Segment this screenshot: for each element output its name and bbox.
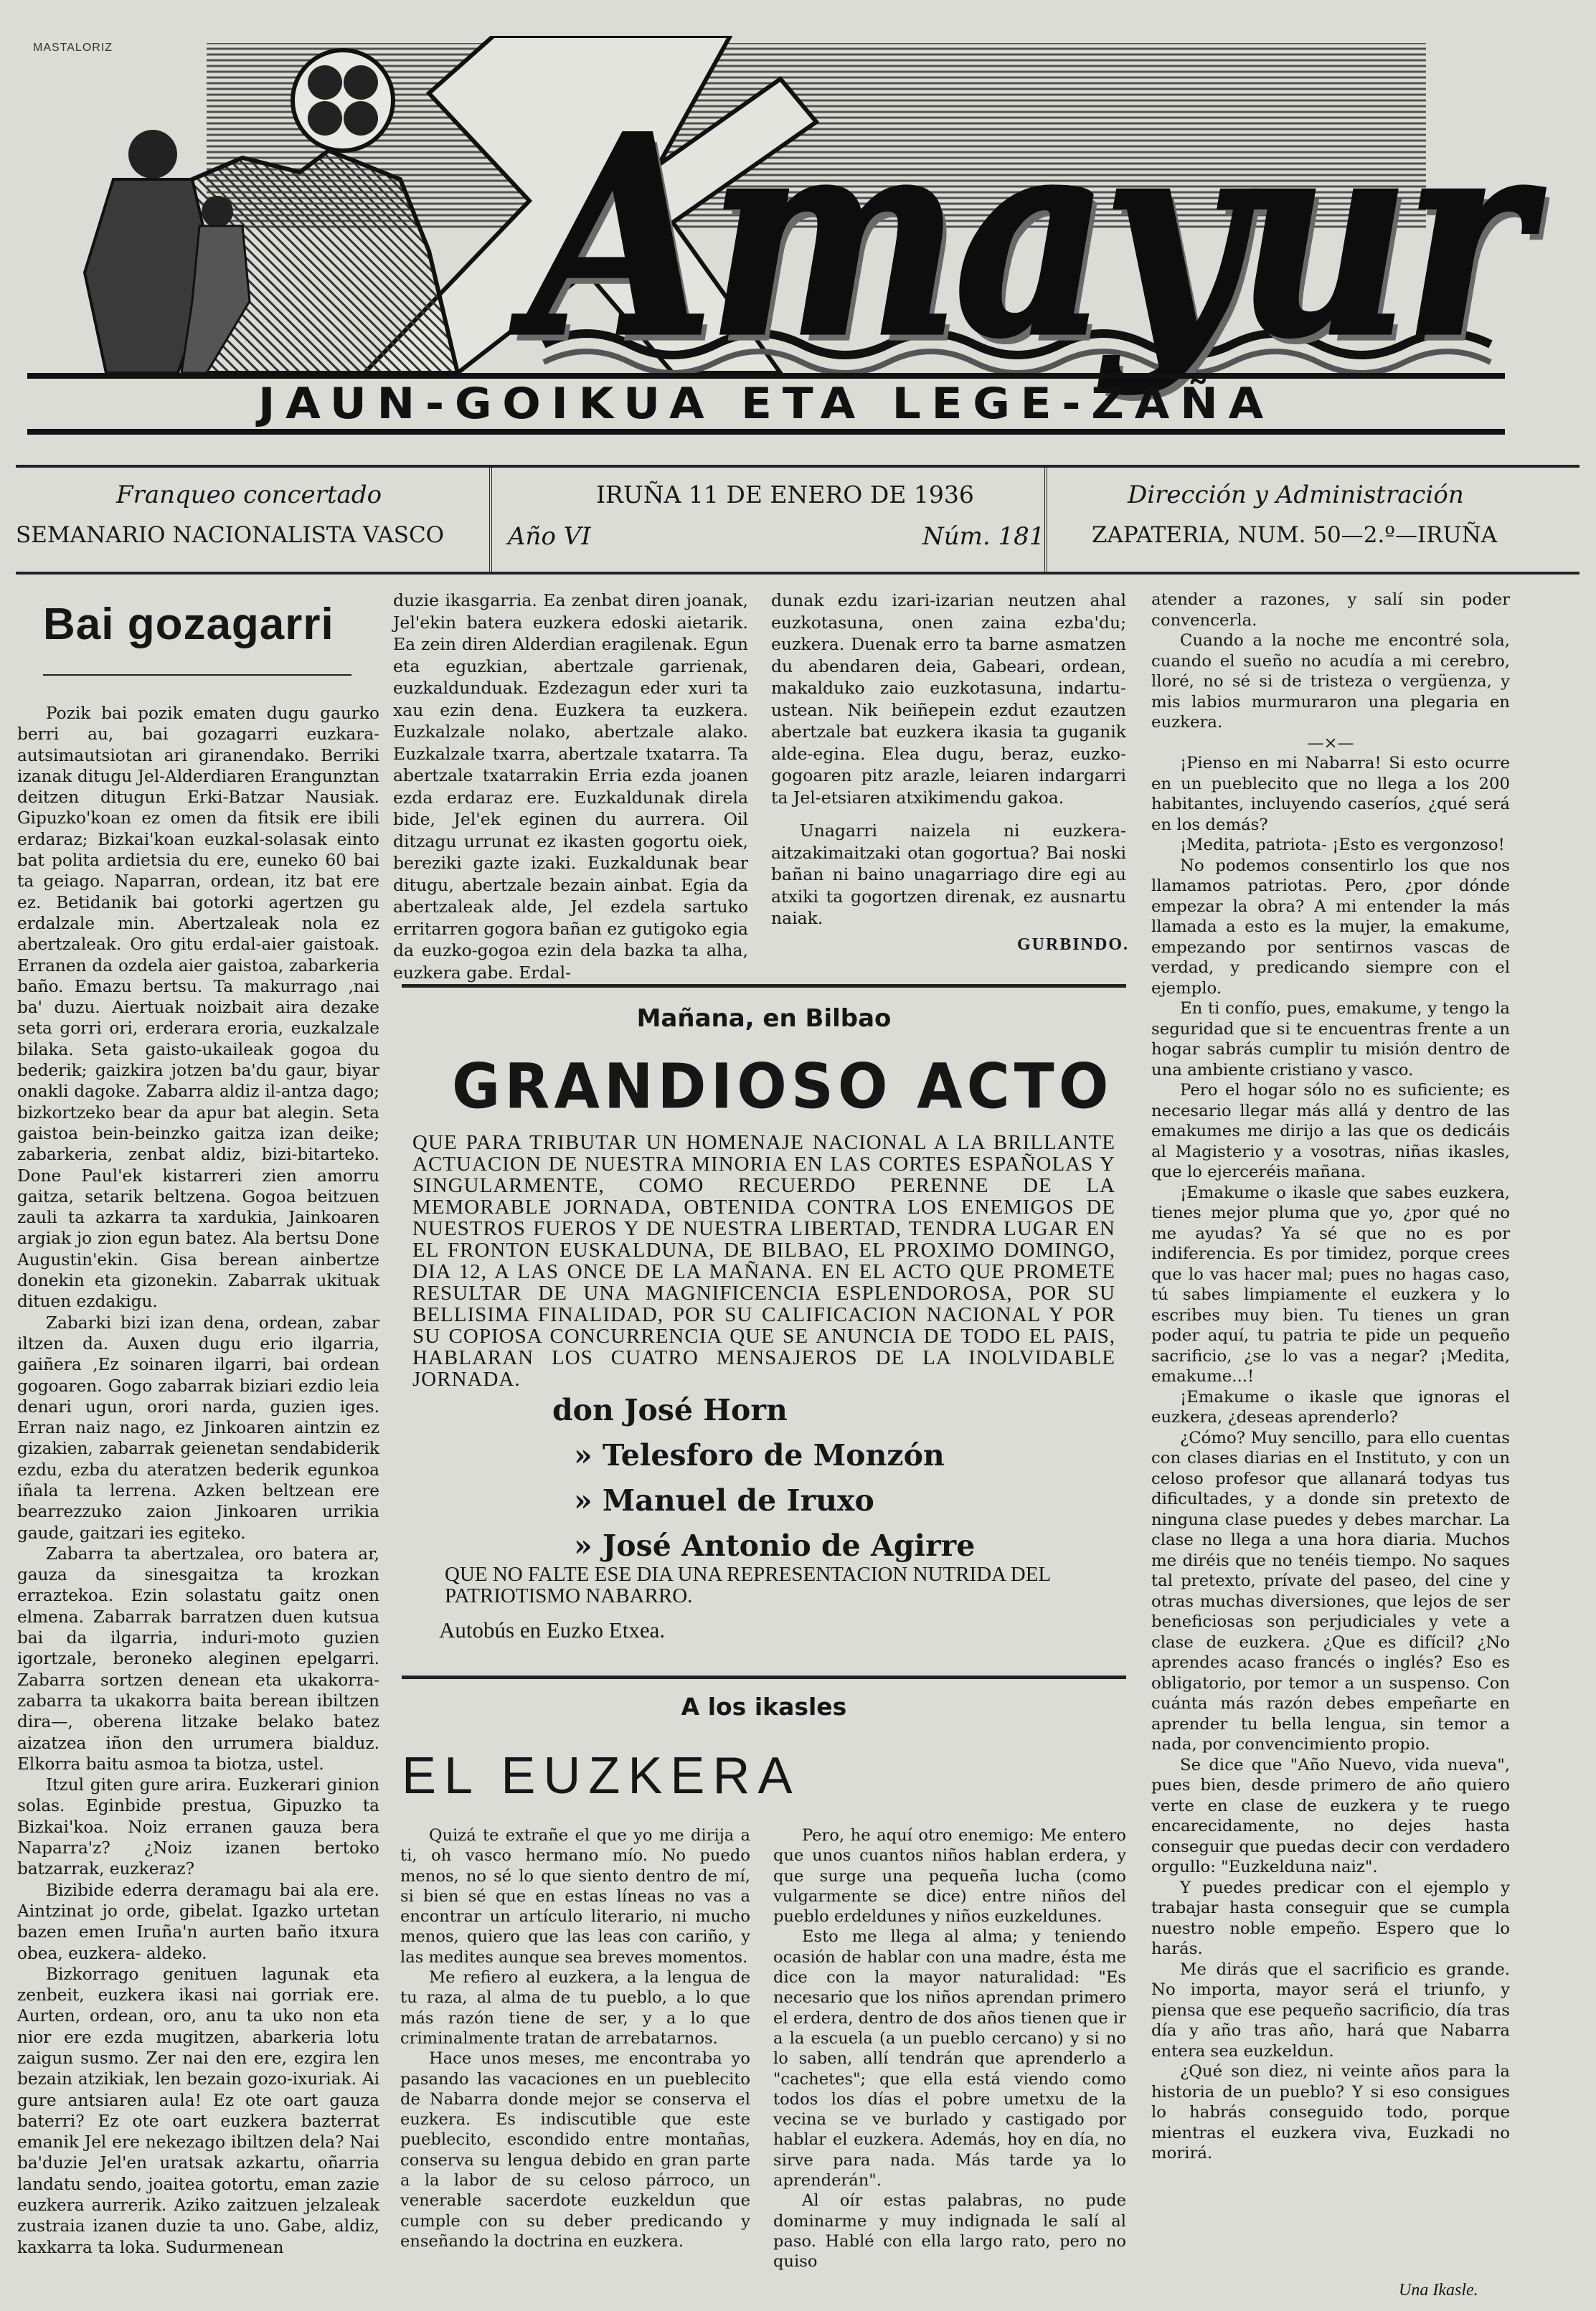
bai-paragraph: Zabarra ta abertzalea, oro batera ar, gauza da sinesgaitza ta krozkan erraztekoa. Ezin solastatu gaitz onen elmena. Zabarrak barratzen duen kutsua bai da ilgarria, induri-moto guzien igortzale, beroneko aleginen epelgarri. Zabarra sortzen denean eta ukakorra-zabarra ta ukakorra baita berean ibiltzen dira—, oberena litzake belako batez aizatzea iñon den urrumera bialduz. Elkorra baitu asmoa ta biotza, ustel. <box>17 1544 379 1774</box>
euzkera-paragraph: Quizá te extrañe el que yo me dirija a ti, oh vasco hermano mío. No puedo menos, no sé lo que siento dentro de mí, si bien sé que en estas líneas no vas a encontrar un artículo literario, ni mucho menos, quiero que las leas con cariño, y las medites aunque sea breves momentos. <box>400 1826 750 1967</box>
bai-headline: Bai gozagarri <box>43 600 334 649</box>
newspaper-title: Amayur <box>529 76 1526 397</box>
info-bar <box>16 465 1580 575</box>
euzkera-paragraph: Me dirás que el sacrificio es grande. No importa, mayor será el triunfo, y piensa que ese pequeño sacrificio, día tras día y año tras año, hará que Nabarra entera sea euzkeldun. <box>1151 1960 1510 2061</box>
issue-number: Núm. 181 <box>922 522 1045 551</box>
acto-body: QUE PARA TRIBUTAR UN HOMENAJE NACIONAL A LA BRILLANTE ACTUACION DE NUESTRA MINORIA EN LAS CORTES ESPAÑOLAS Y SINGULARMENTE, COMO RECUERDO PERENNE DE LA MEMORABLE JORNADA, OBTENIDA CONTRA LOS ENEMIGOS DE NUESTROS FUEROS Y DE NUESTRA LIBERTAD, TENDRA LUGAR EN EL FRONTON EUSKALDUNA, DE BILBAO, EL PROXIMO DOMINGO, DIA 12, A LAS ONCE DE LA MAÑANA. EN EL ACTO QUE PROMETE RESULTAR DE UNA MAGNIFICENCIA ESPLENDOROSA, POR SU BELLISIMA FINALIDAD, POR SU CALIFICACION NACIONAL Y POR SU COPIOSA CONCURRENCIA QUE SE ANUNCIA DE TODO EL PAIS, HABLARAN LOS CUATRO MENSAJEROS DE LA INOLVIDABLE JORNADA. <box>412 1131 1115 1391</box>
euzkera-paragraph: No podemos consentirlo los que nos llamamos patriotas. Pero, ¿por dónde empezar la obra? A mi entender la más llamada a esto es la mujer, la emakume, empezando por sentirnos vascas de verdad, y predicando siempre con el ejemplo. <box>1151 856 1510 998</box>
bai-paragraph: Bizibide ederra deramagu bai ala ere. Aintzinat jo orde, gibelat. Igazko urtetan bazen emen Iruña'n aurten baño itxura obea, euzkera- aldeko. <box>17 1880 379 1963</box>
masthead <box>27 36 1526 438</box>
euzkera-top-rule <box>402 1676 1126 1679</box>
bai-column-1 <box>17 703 379 2258</box>
euzkera-column-2 <box>773 1825 1126 2272</box>
address-label: ZAPATERIA, NUM. 50—2.º—IRUÑA <box>1092 522 1498 548</box>
euzkera-kicker: A los ikasles <box>681 1693 847 1721</box>
euzkera-paragraph: Me refiero al euzkera, a la lengua de tu raza, al alma de tu pueblo, a lo que más razón tiene de ser, y a lo que criminalmente tratan de arrebatarnos. <box>400 1968 750 2048</box>
info-right <box>1049 468 1580 572</box>
bai-paragraph: Pozik bai pozik ematen dugu gaurko berri au, bai gozagarri euzkara-autsimautsiotan ari giranendako. Berriki izanak ditugu Jel-Alderdiaren Erangunztan deitzen ditugun Erki-Batzar Nausiak. Gipuzko'koan ez omen da fitsik ere ibili erdaraz; Bizkai'koan euzkal-solasak einto bat polita ardietsia du ere, euneko 60 bai ta geiago. Naparran, ordean, itz bat ere ez. Betidanik bai gotorki agertzen gu erdalzale min. Abertzaleak nola ez abertzaleak. Oro gitu erdal-aier gaistoak. Erranen da ozdela aier gaistoa, zabarkeria baño. Emazu bertsu. Ta makurrago ,nai ba' duzu. Aiertuak noizbait aira dezake seta gorri ori, erderara eroria, euzkalzale bilaka. Seta gaisto-ukaileak gogoa du bederik; gaizkira jotzen ba'du gaur, biyar onakli dagoke. Zabarra aldiz il-antza dago; bizkortzeko bear da apur bat alegin. Seta gaistoa bein-beinzko gaitza izan deike; zabarkeria, zenbat aldiz, bizi-bitarteko. Done Paul'ek kistarreri zien amorru gaitza, setarik beltzena. Gogoa beitzuen zauli ta azkarra ta xardukia, Jainkoaren argiak jo zion egun batez. Ala bertsu Done Augustin'ekin. Gisa berean ainbertze donekin eta gizonekin. Zabarrak ukituak dituen ezdakigu. <box>17 704 379 1312</box>
euzkera-paragraph: ¿Qué son diez, ni veinte años para la historia de un pueblo? Y si eso consigues lo habrás conseguido todo, porque mientras el euzkera viva, Euzkadi no morirá. <box>1151 2062 1510 2163</box>
bai-paragraph: dunak ezdu izari-izarian neutzen ahal euzkotasuna, onen zaina ezba'du; euzkera. Duenak erro ta barne asmatzen du abendaren deia, Gabeari, ordean, makalduko zaio euzkotasuna, indartu-ustean. Nik beiñepein ezdut ezautzen abertzale bat euzkera ikasia ta guganik alde-egina. Elea dugu, beraz, euzko-gogoaren pitz arazle, leiaren indargarri ta Jel-etsiaren atxikimendu gakoa. <box>771 590 1126 808</box>
bai-paragraph: Unagarri naizela ni euzkera-aitzakimaitzaki otan gogortua? Bai noski bañan ni baino unagarriago dire egi au atxiki ta gogortzen direnak, ez ausnartu naiak. <box>771 821 1126 928</box>
speaker-1: don José Horn <box>552 1393 788 1427</box>
artist-signature: MASTALORIZ <box>33 42 113 54</box>
speaker-4: » José Antonio de Agirre <box>574 1528 976 1563</box>
bai-paragraph: Itzul giten gure arira. Euzkerari ginion solas. Eginbide prestua, Gipuzko ta Bizkai'koa. Noiz erranen gauza bera Naparra'z? ¿Noiz izanen bertoko batzarrak, euzkeraz? <box>17 1775 379 1879</box>
section-divider: —×— <box>1307 733 1354 752</box>
euzkera-headline: EL EUZKERA <box>402 1747 801 1805</box>
bai-paragraph: duzie ikasgarria. Ea zenbat diren joanak, Jel'ekin batera euzkera edoski aietarik. Ea zein diren Alderdian eragilenak. Egun eta eguzkian, abertzale garrienak, euzkaldunduak. Ezdezagun eder xuri ta xau ezin dena. Euzkera ta euzkera. Euzkalzale nolako, abertzale alako. Euzkalzale txarra, abertzale txatarra. Ta abertzale txatarrakin Erria ezda joanen ezda erdaraz ere. Euzkaldunak direla bide, Jel'ek eginen du aurrera. Oil ditzagu urrunat ez ikasten gogortu oiek, bereziki gazte izaki. Euzkaldunak bear ditugu, abertzale bezain ainbat. Egia da abertzaleak alde, Jel ezdela sartuko erritarren gogora bañan ez gutigoko egia da euzko-gogoa ezin dela bazka ta alha, euzkera gabe. Erdal- <box>393 590 748 983</box>
euzkera-column-3 <box>1151 590 1510 2164</box>
euzkera-paragraph: Cuando a la noche me encontré sola, cuando el sueño no acudía a mi cerebro, lloré, no sé si de tristeza o vergüenza, y mis labios murmuraron una plegaria en euzkera. <box>1151 631 1510 732</box>
issue-date: IRUÑA 11 DE ENERO DE 1936 <box>596 481 974 509</box>
euzkera-paragraph: Esto me llega al alma; y teniendo ocasión de hablar con una madre, ésta me dice con la mayor naturalidad: "Es necesario que los niños aprendan primero el erdera, dentro de dos años tienen que ir a la escuela (a un pueblo cercano) y si no lo saben, allí tendrán que aprenderlo a "cachetes"; que ella está viendo como todos los días el pobre umetxu de la vecina se ve burlado y castigado por hablar el euzkera. Además, hoy en día, no sirve para nada. Más tarde ya lo aprenderán". <box>773 1927 1126 2191</box>
motto-band <box>27 373 1505 435</box>
bai-column-2 <box>393 590 748 983</box>
acto-kicker: Mañana, en Bilbao <box>636 1004 892 1033</box>
euzkera-signature: Una Ikasle. <box>1399 2281 1478 2300</box>
euzkera-paragraph: ¡Medita, patriota- ¡Esto es vergonzoso! <box>1180 836 1505 854</box>
bai-paragraph: Bizkorrago genituen lagunak eta zenbeit, euzkera ikasi nai gorriak ere. Aurten, ordean, oro, anu ta uko non eta nior ere ezda mugitzen, abarkeria lotu zaigun susmo. Zer nai den ere, ezgira len bezain atzikiak, len bezain gozo-ixuriak. Ai gure antsiaren aula! Ez ote oart gauza baterri? Ez ote oart euzkera bazterrat emanik Jel ere nekezago ibiltzen dela? Nai ba'duzie Jel'en uratsak azkartu, oñarria landatu sendo, joaitea gotortu, eman zazie euzkera aurrerik. Aziko zaitzuen jelzaleak zustraia izanen duzie ta uno. Gabe, aldiz, kaxkarra ta loka. Sudurmenean <box>17 1964 379 2257</box>
speaker-2: » Telesforo de Monzón <box>574 1438 945 1473</box>
bai-column-3 <box>771 590 1126 930</box>
bai-signature: GURBINDO. <box>1017 935 1130 954</box>
euzkera-paragraph: Hace unos meses, me encontraba yo pasando las vacaciones en un pueblecito de Nabarra donde mejor se conserva el euzkera. Es indiscutible que este pueblecito, escondido entre montañas, conserva su lengua debido en gran parte a la labor de su celoso párroco, un venerable sacerdote euzkeldun que cumple con su deber predicando y enseñando la doctrina en euzkera. <box>400 2049 750 2251</box>
bai-rule <box>43 674 351 676</box>
euzkera-column-1 <box>400 1825 750 2251</box>
acto-top-rule <box>402 984 1126 988</box>
euzkera-paragraph: Pero el hogar sólo no es suficiente; es necesario llegar más allá y dentro de las emakumes me dirijo a las que os dedicáis al Magisterio y a vosotras, niñas ikasles, que lo ejerceréis mañana. <box>1151 1081 1510 1181</box>
euzkera-paragraph: En ti confío, pues, emakume, y tengo la seguridad que si te encuentras frente a un hogar sabrás cumplir tu misión dentro de una ambiente cristiano y vasco. <box>1151 999 1510 1079</box>
direccion-label: Dirección y Administración <box>1128 481 1464 509</box>
euzkera-paragraph: ¡Emakume o ikasle que ignoras el euzkera, ¿deseas aprenderlo? <box>1151 1387 1510 1427</box>
acto-bus: Autobús en Euzko Etxea. <box>439 1617 666 1643</box>
euzkera-paragraph: ¿Cómo? Muy sencillo, para ello cuentas con clases diarias en el Instituto, y con un celoso profesor que allanará todyas tus dificultades, y a donde sin pretexto de ninguna clase puedes y debes marchar. La clase no llega a una hora diaria. Muchos me diréis que no tenéis tiempo. No saques tal pretexto, prívate del paseo, del cine y otras muchas diversiones, que lejos de ser beneficiosas son perjudiciales y vete a clase de euzkera. ¿Que es difícil? ¿No aprendes acaso francés o inglés? Eso es obligatorio, por temor a un suspenso. Con cuánta más razón debes empeñarte en aprender tu bella lengua, sin temor a nada, por convencimiento propio. <box>1151 1428 1510 1754</box>
euzkera-paragraph: ¡Emakume o ikasle que sabes euzkera, tienes mejor pluma que yo, ¿por qué no me ayudas? Ya sé que no es por indiferencia. Es por timidez, porque crees que lo vas hacer mal; pues no hagas caso, tú sabes limpiamente el euzkera y lo escribes muy bien. Tu tienes un gran poder aquí, tu patria te pide un pequeño sacrificio, ¿se lo vas a negar? ¡Medita, emakume...! <box>1151 1183 1510 1386</box>
speaker-3: » Manuel de Iruxo <box>574 1483 874 1518</box>
info-center <box>489 468 1047 572</box>
franqueo-label: Franqueo concertado <box>116 481 382 509</box>
info-left <box>16 468 482 572</box>
acto-headline: GRANDIOSO ACTO <box>452 1051 1113 1123</box>
issue-year: Año VI <box>508 522 591 551</box>
acto-tail: QUE NO FALTE ESE DIA UNA REPRESENTACION NUTRIDA DEL PATRIOTISMO NABARRO. <box>445 1563 1051 1607</box>
euzkera-paragraph: Y puedes predicar con el ejemplo y trabajar hasta conseguir que se cumpla nuestro noble empeño. Espero que lo harás. <box>1151 1878 1510 1958</box>
euzkera-paragraph: Se dice que "Año Nuevo, vida nueva", pues bien, desde primero de año quiero verte en clase de euzkera y te ruego encarecidamente, no dejes hasta conseguir que puedas decir con verdadero orgullo: "Euzkelduna naiz". <box>1151 1755 1510 1876</box>
motto: JAUN-GOIKUA ETA LEGE-ZAÑA <box>258 379 1274 429</box>
euzkera-paragraph: atender a razones, y salí sin poder convencerla. <box>1151 590 1510 630</box>
euzkera-paragraph: Al oír estas palabras, no pude dominarme y muy indignada le salí al paso. Hablé con ella largo rato, pero no quiso <box>773 2191 1126 2272</box>
euzkera-paragraph: Pero, he aquí otro enemigo: Me entero que unos cuantos niños hablan erdera, y que surge una pequeña lucha (como vulgarmente se dice) entre niños del pueblo erdeldunes y niños euzkeldunes. <box>773 1826 1126 1927</box>
euzkera-paragraph: ¡Pienso en mi Nabarra! Si esto ocurre en un pueblecito que no llega a los 200 habitantes, incluyendo caseríos, ¿qué será en los demás? <box>1151 754 1510 834</box>
semanario-label: SEMANARIO NACIONALISTA VASCO <box>16 522 445 548</box>
bai-paragraph: Zabarki bizi izan dena, ordean, zabar iltzen da. Auxen dugu erio ilgarria, gaiñera ,Ez soinaren ilgarri, bai ordean gogoaren. Gogo zabarrak biziari ezdio leia denari ugun, orori narda, guzien iges. Erran naiz nago, ez Jinkoaren aintzin ez gizakien, zabarrak geienetan sendabiderik ezdu, ezba du ateratzen bederik egunkoa iñala ta lerrena. Azken beltzean ere bearrezzuko zaion Jinkoaren urrikia gaude, gaitzari ies egiteko. <box>17 1313 379 1543</box>
